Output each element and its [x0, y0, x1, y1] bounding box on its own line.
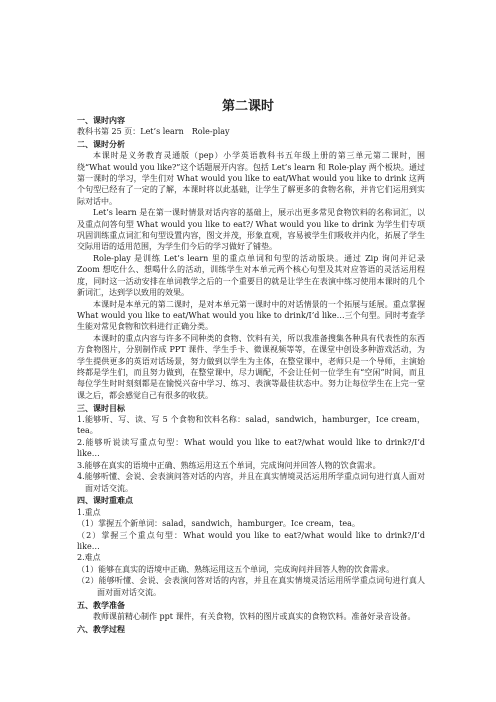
analysis-paragraph: 本课时是义务教育灵通版（pep）小学英语教科书五年级上册的第三单元第二课时，围绕“What would you like?”这个话题展开内容。包括 Let’s learn 和 Role-play 两个板块。通过第一课时的学习，学生们对 What would you like to eat/What would you like to drink 这两个句型已经有了一定的了解，本课时将以此基础，让学生了解更多的食物名称，并肯它们运用到实际对话中。 — [77, 151, 425, 206]
section-heading-analysis: 二、课时分析 — [77, 139, 125, 149]
objective-item: 1.能够听、写、读、写 5 个食物和饮料名称：salad，sandwich，hamburger，Ice cream，tea。 — [77, 415, 425, 436]
page-title: 第二课时 — [221, 99, 274, 114]
analysis-paragraph: Role-play 是训练 Let’s learn 里的重点单词和句型的活动版块。通过 Zip 询问并记录 Zoom 想吃什么、想喝什么的活动，训练学生对本单元两个核心句型及其对应答语的灵活运用程度，同时这一活动安排在单词教学之后的一个重要目的就是让学生在表演中练习使用本课时的几个新词汇，达到学以致用的效果。 — [77, 253, 425, 298]
preparation-text: 教师课前精心制作 ppt 课件，有关食物，饮料的图片或真实的食物饮料。准备好录音设备。 — [93, 611, 416, 621]
lesson-content-text: 教科书第 25 页：Let’s learn Role-play — [77, 126, 230, 136]
objective-item: 4.能够听懂、会说、会表演问答对话的内容，并且在真实情境灵活运用所学重点词句进行真人面对面对话交流。 — [77, 472, 425, 493]
document-body — [77, 113, 425, 635]
difficulty-item: （2）能够听懂、会说、会表演问答对话的内容，并且在真实情境灵活运用所学重点词句进行真人面对面对话交流。 — [77, 576, 425, 597]
objective-item: 2.能够听说读写重点句型：What would you like to eat?/what would like to drink?/I’d like… — [77, 437, 425, 459]
analysis-paragraph: 本课时是本单元的第二课时，是对本单元第一课时中的对话情景的一个拓展与延展。重点掌握 What would you like to eat/What would you like to drink/I’d like…三个句型。同时考查学生能对常见食物和饮料进行正确分类。 — [77, 299, 425, 332]
section-heading-objectives: 三、课时目标 — [77, 403, 125, 413]
key-point-item: （2）掌握三个重点句型：What would you like to eat?/what would like to drink?/I’d like… — [77, 530, 425, 552]
analysis-paragraph: Let’s learn 是在第一课时情景对话内容的基础上，展示出更多常见食物饮料的名称词汇，以及重点问答句型 What would you like to eat?/ What would you like to drink 为学生们专项巩固训练重点词汇和句型设置内容，图文并茂，形象直观，容易被学生们吸收并内化，拓展了学生交际用语的适用范围，为学生们今后的学习做好了铺垫。 — [77, 208, 425, 252]
key-point-item: （1）掌握五个新单词：salad，sandwich，hamburger。Ice cream，tea。 — [77, 519, 360, 529]
difficulty-item: （1）能够在真实的语境中正确、熟练运用这五个单词，完成询问并回答人物的饮食需求。 — [77, 564, 395, 574]
section-heading-process: 六、教学过程 — [77, 624, 125, 634]
section-heading-key-points: 四、课时重难点 — [77, 496, 133, 506]
objective-item: 3.能够在真实的语境中正确、熟练运用这五个单词，完成询问并回答人物的饮食需求。 — [77, 460, 381, 470]
difficulties-label: 2.难点 — [77, 553, 101, 563]
section-heading-preparation: 五、教学准备 — [77, 600, 125, 610]
analysis-paragraph: 本课时的重点内容与许多不同种类的食物、饮料有关，所以我准备搜集各种具有代表性的东西方食物图片，分别制作成 PPT 课件、学生手卡、微课视频等等，在课堂中创设多种游戏活动，为学生提供更多的英语对话场景，努力做到以学生为主体，在整堂课中，老师只是一个导师，主演始终都是学生们，而且努力做到，在整堂课中，尽力调配，不会让任何一位学生有“空闲”时间，而且每位学生时时刻刻都是在愉悦兴奋中学习、练习、表演等最佳状态中。努力让每位学生在上完一堂课之后，都会感觉自己有很多的收获。 — [77, 333, 425, 400]
key-points-label: 1.重点 — [77, 507, 101, 517]
section-heading-content: 一、课时内容 — [77, 115, 125, 125]
